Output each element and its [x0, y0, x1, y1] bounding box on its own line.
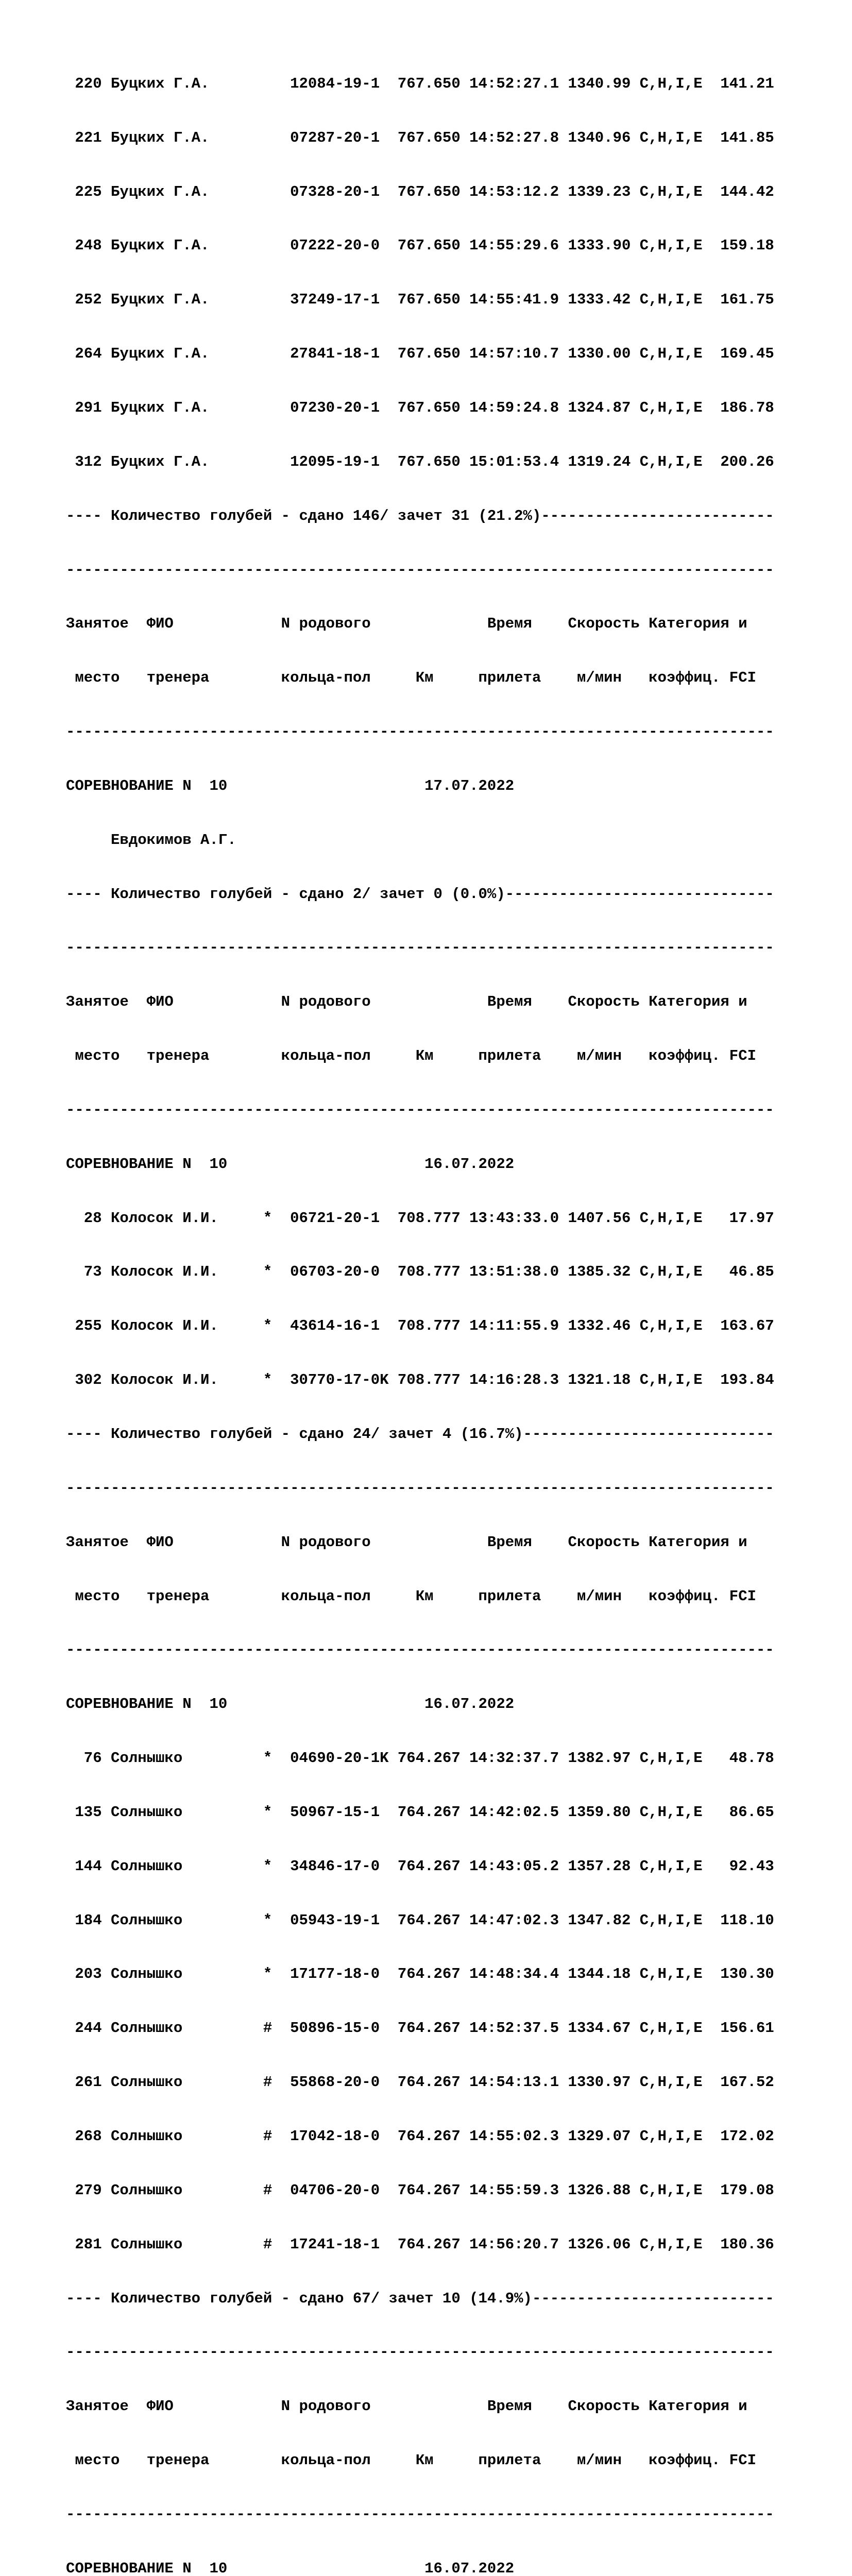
column-header-row-2: место тренера кольца-пол Км прилета м/мин коэффиц. FCI [66, 1587, 757, 1605]
column-header-row-1: Занятое ФИО N родового Время Скорость Категория и [66, 2398, 747, 2415]
result-row: 291 Буцких Г.А. 07230-20-1 767.650 14:59:24.8 1324.87 C,H,I,E 186.78 [66, 399, 774, 416]
result-row: 264 Буцких Г.А. 27841-18-1 767.650 14:57:10.7 1330.00 C,H,I,E 169.45 [66, 345, 774, 363]
summary-line: ---- Количество голубей - сдано 2/ зачет 0 (0.0%)------------------------------ [66, 885, 774, 903]
divider-line: ------------------------------------------------------------------------------- [66, 561, 774, 579]
result-row: 73 Колосок И.И. * 06703-20-0 708.777 13:51:38.0 1385.32 C,H,I,E 46.85 [66, 1263, 774, 1281]
column-header-row-2: место тренера кольца-пол Км прилета м/мин коэффиц. FCI [66, 2452, 757, 2469]
summary-line: ---- Количество голубей - сдано 24/ зачет 4 (16.7%)---------------------------- [66, 1426, 774, 1443]
result-row: 248 Буцких Г.А. 07222-20-0 767.650 14:55:29.6 1333.90 C,H,I,E 159.18 [66, 237, 774, 255]
result-row: 244 Солнышко # 50896-15-0 764.267 14:52:37.5 1334.67 C,H,I,E 156.61 [66, 2020, 774, 2037]
result-row: 28 Колосок И.И. * 06721-20-1 708.777 13:43:33.0 1407.56 C,H,I,E 17.97 [66, 1209, 774, 1227]
divider-line: ------------------------------------------------------------------------------- [66, 1101, 774, 1118]
divider-line: ------------------------------------------------------------------------------- [66, 1479, 774, 1497]
competition-header: СОРЕВНОВАНИЕ N 10 16.07.2022 [66, 2560, 515, 2576]
participant-name: Евдокимов А.Г. [66, 831, 236, 849]
divider-line: ------------------------------------------------------------------------------- [66, 939, 774, 957]
divider-line: ------------------------------------------------------------------------------- [66, 723, 774, 741]
column-header-row-2: место тренера кольца-пол Км прилета м/мин коэффиц. FCI [66, 1047, 757, 1065]
competition-header: СОРЕВНОВАНИЕ N 10 17.07.2022 [66, 777, 515, 794]
result-row: 184 Солнышко * 05943-19-1 764.267 14:47:02.3 1347.82 C,H,I,E 118.10 [66, 1911, 774, 1929]
result-row: 312 Буцких Г.А. 12095-19-1 767.650 15:01:53.4 1319.24 C,H,I,E 200.26 [66, 453, 774, 470]
column-header-row-1: Занятое ФИО N родового Время Скорость Категория и [66, 993, 747, 1011]
result-row: 281 Солнышко # 17241-18-1 764.267 14:56:20.7 1326.06 C,H,I,E 180.36 [66, 2235, 774, 2253]
summary-line: ---- Количество голубей - сдано 146/ зачет 31 (21.2%)-------------------------- [66, 507, 774, 524]
divider-line: ------------------------------------------------------------------------------- [66, 1641, 774, 1659]
competition-header: СОРЕВНОВАНИЕ N 10 16.07.2022 [66, 1155, 515, 1173]
result-row: 302 Колосок И.И. * 30770-17-0K 708.777 14:16:28.3 1321.18 C,H,I,E 193.84 [66, 1371, 774, 1389]
result-row: 252 Буцких Г.А. 37249-17-1 767.650 14:55:41.9 1333.42 C,H,I,E 161.75 [66, 291, 774, 309]
summary-line: ---- Количество голубей - сдано 67/ зачет 10 (14.9%)--------------------------- [66, 2290, 774, 2307]
result-row: 144 Солнышко * 34846-17-0 764.267 14:43:05.2 1357.28 C,H,I,E 92.43 [66, 1857, 774, 1875]
result-row: 255 Колосок И.И. * 43614-16-1 708.777 14:11:55.9 1332.46 C,H,I,E 163.67 [66, 1317, 774, 1335]
result-row: 135 Солнышко * 50967-15-1 764.267 14:42:02.5 1359.80 C,H,I,E 86.65 [66, 1803, 774, 1821]
result-row: 220 Буцких Г.А. 12084-19-1 767.650 14:52:27.1 1340.99 C,H,I,E 141.21 [66, 75, 774, 92]
result-row: 279 Солнышко # 04706-20-0 764.267 14:55:59.3 1326.88 C,H,I,E 179.08 [66, 2181, 774, 2199]
column-header-row-1: Занятое ФИО N родового Время Скорость Категория и [66, 1533, 747, 1551]
result-row: 76 Солнышко * 04690-20-1K 764.267 14:32:37.7 1382.97 C,H,I,E 48.78 [66, 1750, 774, 1767]
divider-line: ------------------------------------------------------------------------------- [66, 2344, 774, 2361]
competition-header: СОРЕВНОВАНИЕ N 10 16.07.2022 [66, 1696, 515, 1713]
result-row: 261 Солнышко # 55868-20-0 764.267 14:54:13.1 1330.97 C,H,I,E 167.52 [66, 2074, 774, 2091]
result-row: 268 Солнышко # 17042-18-0 764.267 14:55:02.3 1329.07 C,H,I,E 172.02 [66, 2127, 774, 2145]
column-header-row-2: место тренера кольца-пол Км прилета м/мин коэффиц. FCI [66, 669, 757, 687]
result-row: 225 Буцких Г.А. 07328-20-1 767.650 14:53:12.2 1339.23 C,H,I,E 144.42 [66, 183, 774, 200]
result-row: 221 Буцких Г.А. 07287-20-1 767.650 14:52:27.8 1340.96 C,H,I,E 141.85 [66, 129, 774, 146]
column-header-row-1: Занятое ФИО N родового Время Скорость Категория и [66, 615, 747, 633]
results-report [66, 39, 839, 2576]
result-row: 203 Солнышко * 17177-18-0 764.267 14:48:34.4 1344.18 C,H,I,E 130.30 [66, 1965, 774, 1983]
divider-line: ------------------------------------------------------------------------------- [66, 2505, 774, 2523]
